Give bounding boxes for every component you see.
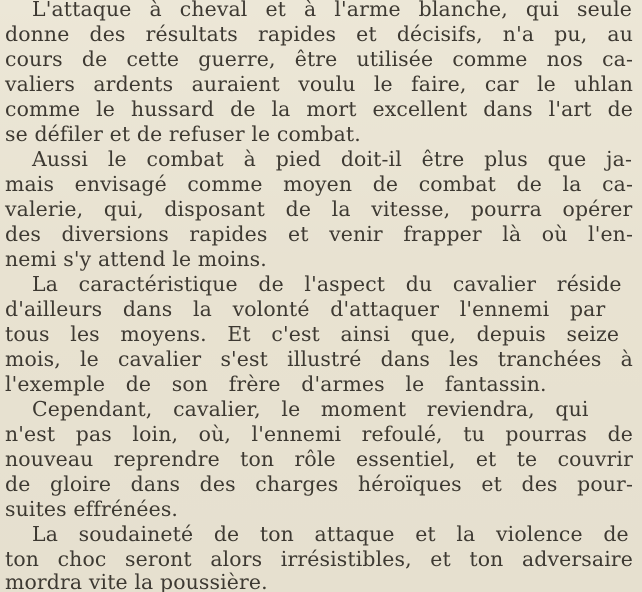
text-line: nouveau reprendre ton rôle essentiel, et te couvrir bbox=[5, 447, 633, 471]
text-line: valiers ardents auraient voulu le faire, car le uhlan bbox=[5, 72, 633, 96]
text-line: comme le hussard de la mort excellent dans l'art de bbox=[5, 97, 633, 121]
text-line: d'ailleurs dans la volonté d'attaquer l'ennemi par bbox=[5, 297, 606, 321]
text-line: de gloire dans des charges héroïques et des pour- bbox=[5, 472, 633, 496]
text-line: mois, le cavalier s'est illustré dans les tranchées à bbox=[5, 347, 633, 371]
text-line: L'attaque à cheval et à l'arme blanche, qui seule bbox=[32, 0, 632, 21]
text-line: Aussi le combat à pied doit-il être plus que ja- bbox=[32, 147, 632, 171]
text-line: La caractéristique de l'aspect du cavalier réside bbox=[32, 272, 622, 296]
text-line: suites effrénées. bbox=[5, 497, 179, 521]
text-line: l'exemple de son frère d'armes le fantassin. bbox=[5, 372, 547, 396]
text-line: Cependant, cavalier, le moment reviendra, qui bbox=[32, 397, 589, 421]
text-line: La soudaineté de ton attaque et la violence de bbox=[32, 522, 629, 546]
text-line: mordra vite la poussière. bbox=[5, 570, 268, 592]
text-line: nemi s'y attend le moins. bbox=[5, 247, 267, 271]
text-line: tous les moyens. Et c'est ainsi que, depuis seize bbox=[5, 322, 620, 346]
text-line: cours de cette guerre, être utilisée comme nos ca- bbox=[5, 47, 633, 71]
text-line: donne des résultats rapides et décisifs, n'a pu, au bbox=[5, 22, 633, 46]
text-line: mais envisagé comme moyen de combat de la ca- bbox=[5, 172, 633, 196]
text-line: se défiler et de refuser le combat. bbox=[5, 122, 361, 146]
text-line: ton choc seront alors irrésistibles, et ton adversaire bbox=[5, 547, 633, 571]
text-line: des diversions rapides et venir frapper là où l'en- bbox=[5, 222, 633, 246]
text-line: valerie, qui, disposant de la vitesse, pourra opérer bbox=[5, 197, 633, 221]
text-line: n'est pas loin, où, l'ennemi refoulé, tu pourras de bbox=[5, 422, 633, 446]
